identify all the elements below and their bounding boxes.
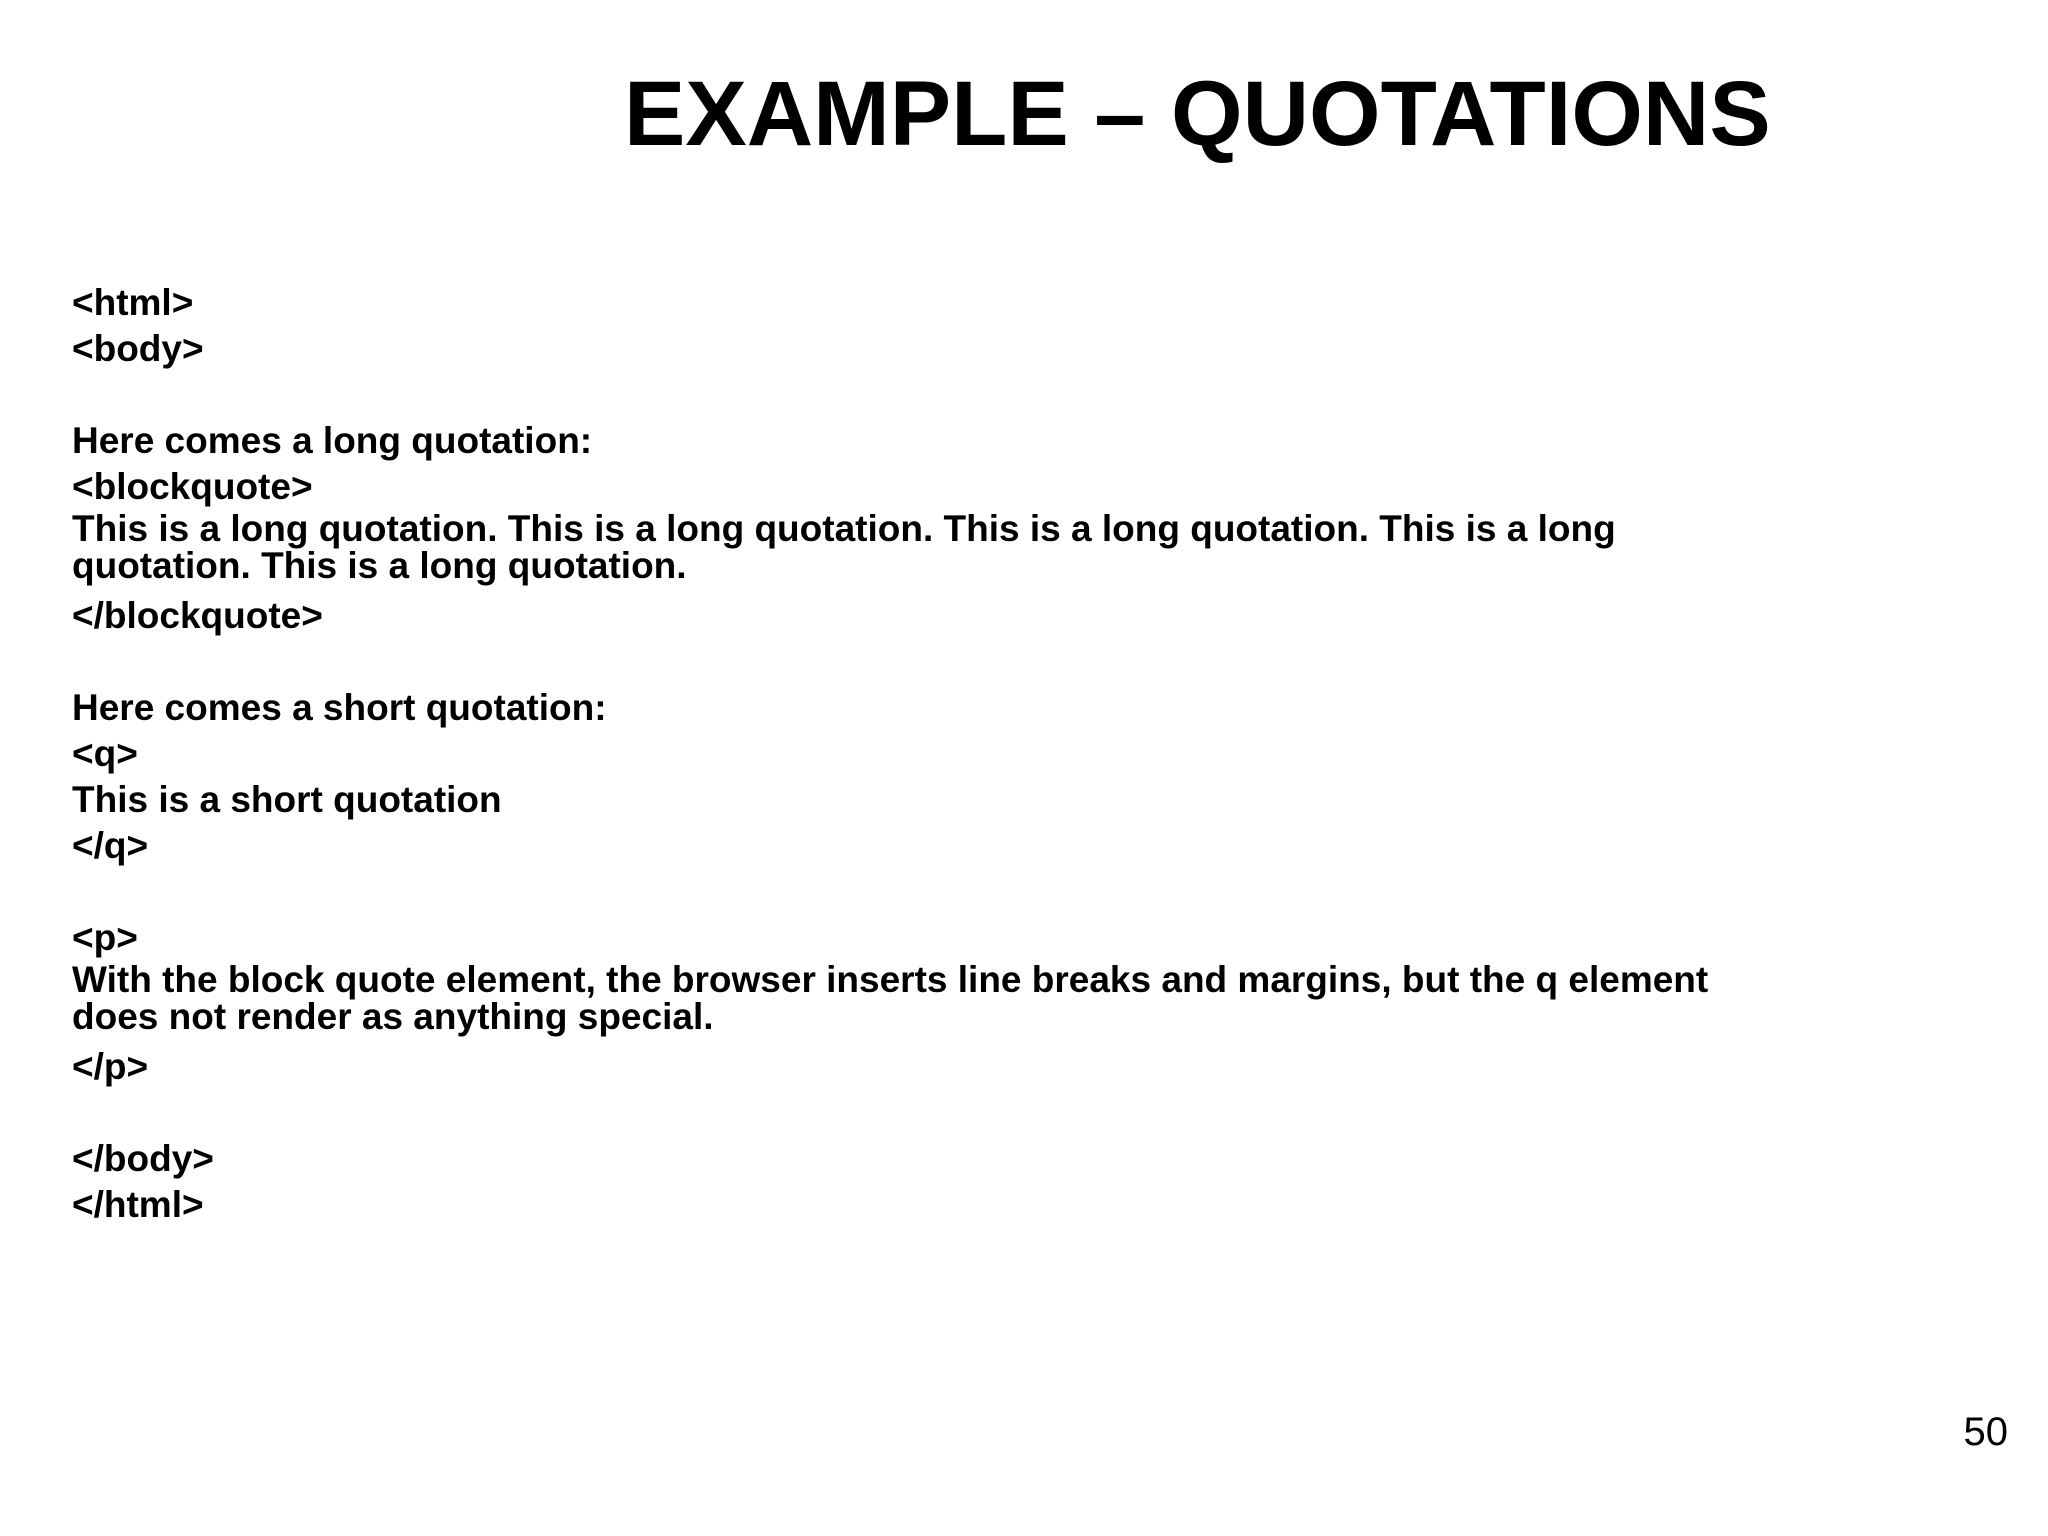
slide-title: EXAMPLE – QUOTATIONS xyxy=(624,63,1771,165)
code-line: Here comes a short quotation: xyxy=(72,687,607,728)
code-line: Here comes a long quotation: xyxy=(72,420,593,461)
code-line: With the block quote element, the browser inserts line breaks and margins, but the q element xyxy=(72,959,1709,1000)
blank-line xyxy=(72,639,1872,685)
code-line: <blockquote> xyxy=(72,466,313,507)
code-line: <body> xyxy=(72,328,204,369)
code-line: quotation. This is a long quotation. xyxy=(72,545,687,586)
code-line: </body> xyxy=(72,1138,214,1179)
page-number: 50 xyxy=(1963,1410,2008,1454)
code-line: </html> xyxy=(72,1184,204,1225)
code-line: <html> xyxy=(72,282,194,323)
code-line: <p> xyxy=(72,917,138,958)
blank-line xyxy=(72,1090,1872,1136)
code-line: </blockquote> xyxy=(72,595,323,636)
code-line: This is a short quotation xyxy=(72,779,502,820)
blank-line xyxy=(72,372,1872,418)
code-line: This is a long quotation. This is a long quotation. This is a long quotation. This is a long xyxy=(72,508,1616,549)
blank-line xyxy=(72,869,1872,915)
code-line: </p> xyxy=(72,1046,149,1087)
code-line: <q> xyxy=(72,733,138,774)
code-example xyxy=(72,280,1872,1228)
code-line: </q> xyxy=(72,825,149,866)
code-line: does not render as anything special. xyxy=(72,996,714,1037)
